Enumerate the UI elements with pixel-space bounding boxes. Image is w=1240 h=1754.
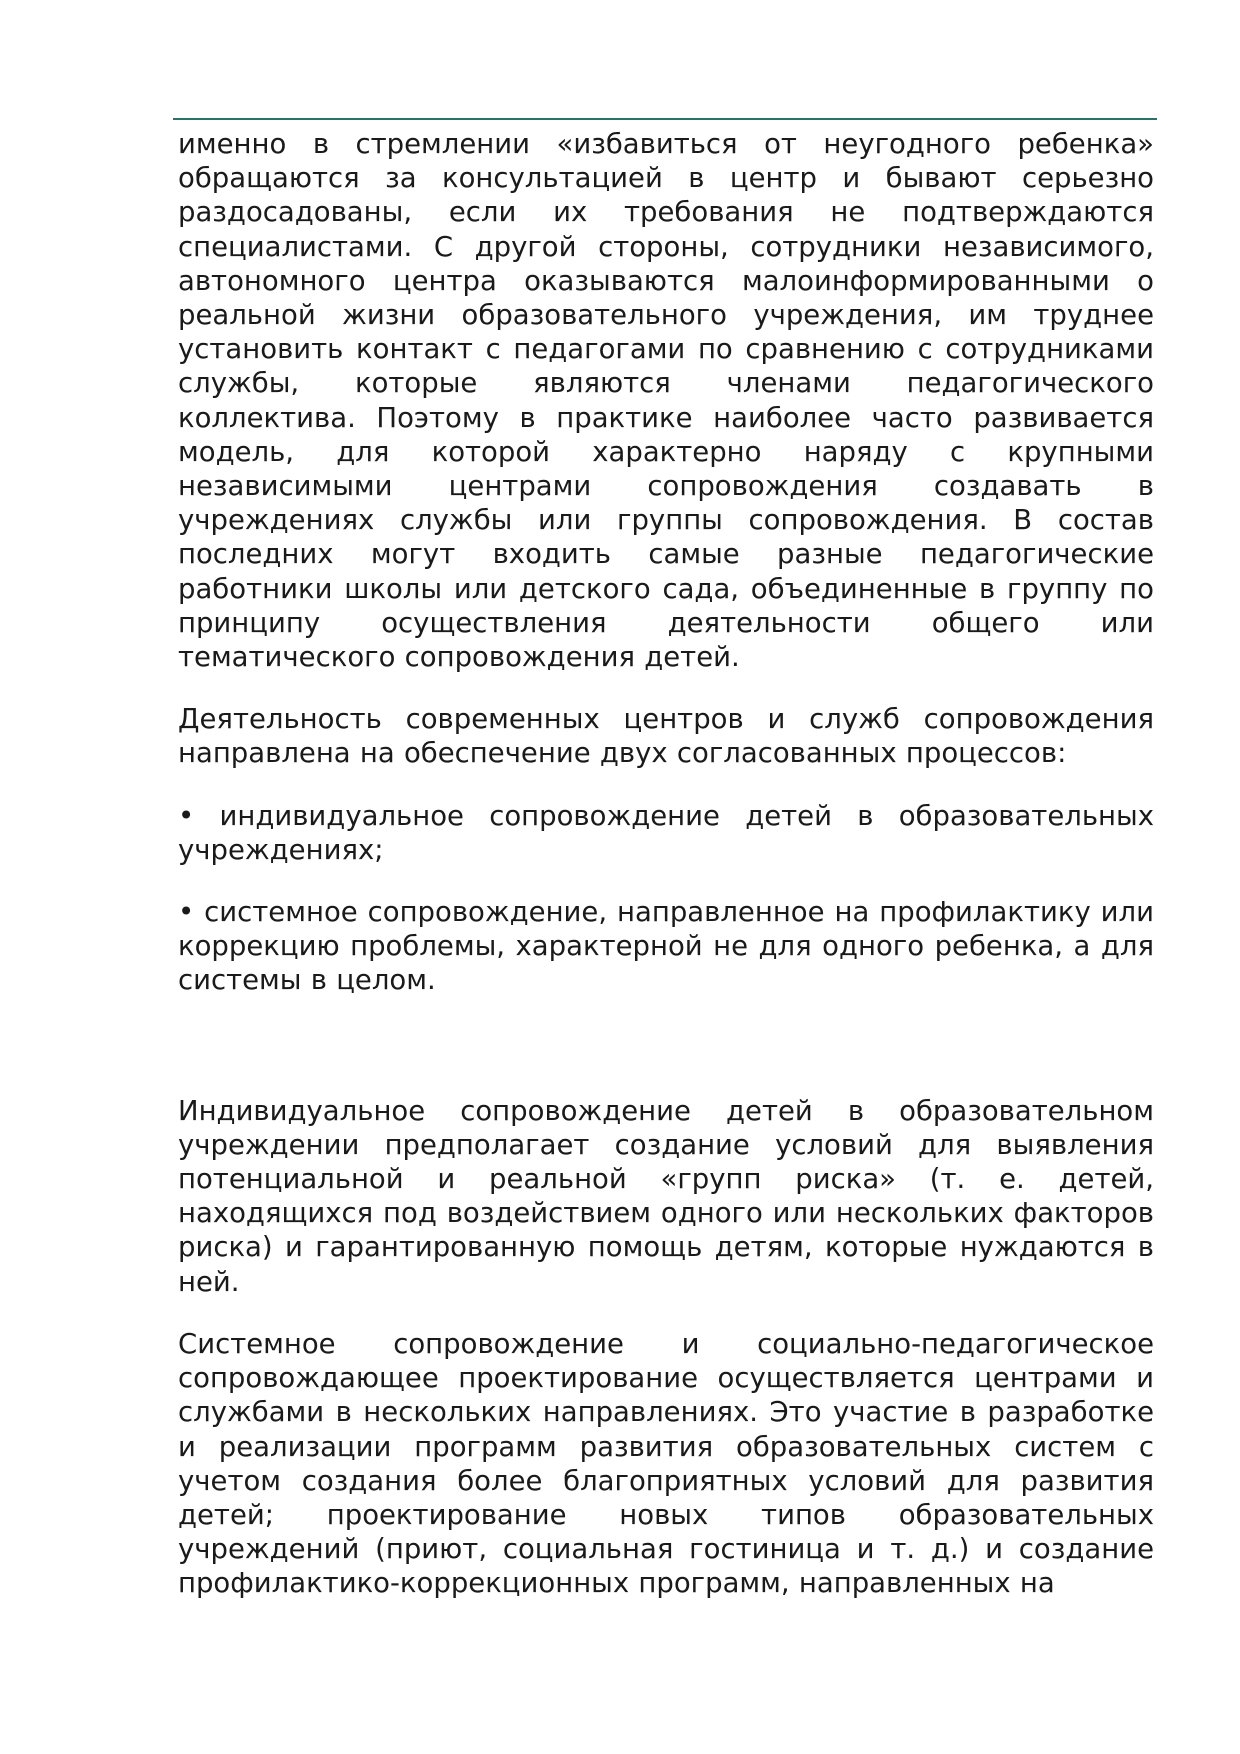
bullet-individual-support: • индивидуальное сопровождение детей в образовательных учреждениях;: [178, 799, 1154, 866]
paragraph-system-support: Системное сопровождение и социально-педагогическое сопровождающее проектирование осуществляется центрами и службами в нескольких направлениях. Это участие в разработке и реализации программ развития образовательных систем с учетом создания более благоприятных условий для развития детей; проектирование новых типов образовательных учреждений (приют, социальная гостиница и т. д.) и создание профилактико-коррекционных программ, направленных на: [178, 1327, 1154, 1600]
paragraph-individual-support: Индивидуальное сопровождение детей в образовательном учреждении предполагает создание условий для выявления потенциальной и реальной «групп риска» (т. е. детей, находящихся под воздействием одного или нескольких факторов риска) и гарантированную помощь детям, которые нуждаются в ней.: [178, 1094, 1154, 1298]
page-body: [178, 127, 1154, 1601]
header-rule: [173, 118, 1157, 120]
bullet-system-support: • системное сопровождение, направленное на профилактику или коррекцию проблемы, характерной не для одного ребенка, а для системы в целом.: [178, 896, 1154, 997]
paragraph-activity-intro: Деятельность современных центров и служб сопровождения направлена на обеспечение двух согласованных процессов:: [178, 703, 1154, 770]
paragraph-continuation: именно в стремлении «избавиться от неугодного ребенка» обращаются за консультацией в центр и бывают серьезно раздосадованы, если их требования не подтверждаются специалистами. С другой стороны, сотрудники независимого, автономного центра оказываются малоинформированными о реальной жизни образовательного учреждения, им труднее установить контакт с педагогами по сравнению с сотрудниками службы, которые являются членами педагогического коллектива. Поэтому в практике наиболее часто развивается модель, для которой характерно наряду с крупными независимыми центрами сопровождения создавать в учреждениях службы или группы сопровождения. В состав последних могут входить самые разные педагогические работники школы или детского сада, объединенные в группу по принципу осуществления деятельности общего или тематического сопровождения детей.: [178, 128, 1154, 674]
